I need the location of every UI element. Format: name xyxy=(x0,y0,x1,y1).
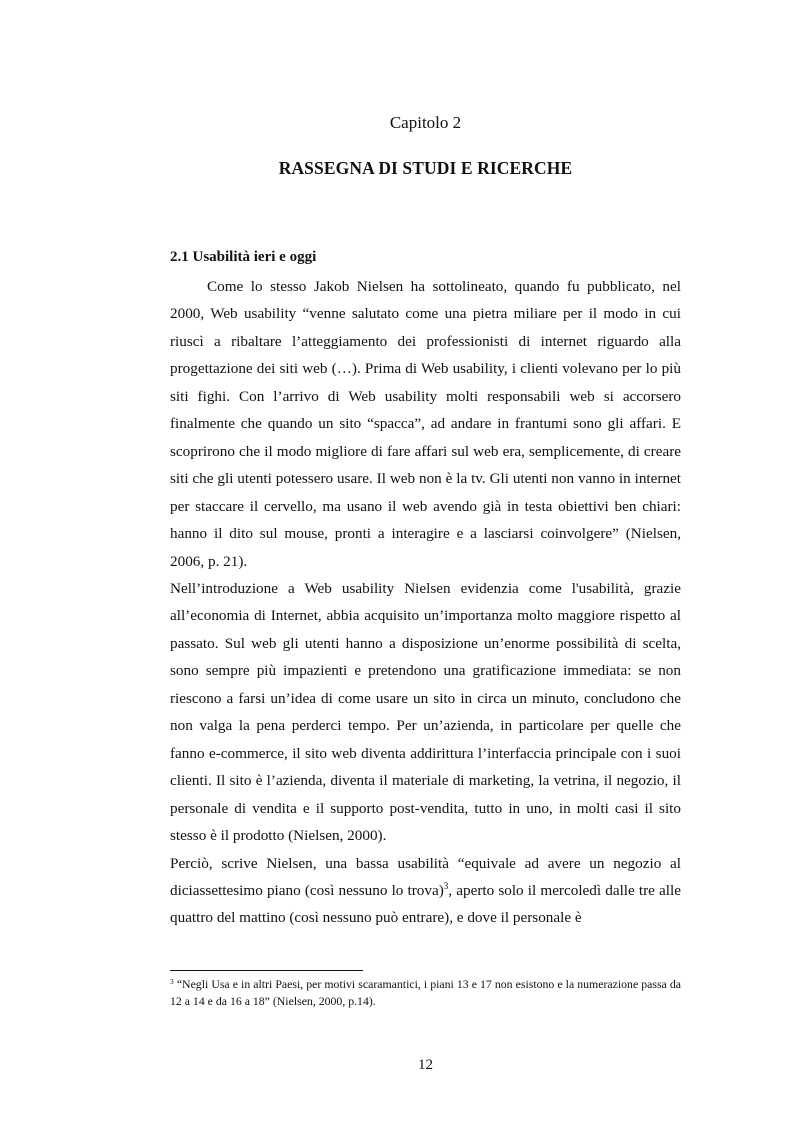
body-text xyxy=(170,273,681,932)
footnote-reference: 3 xyxy=(443,880,449,891)
footnote-number: 3 xyxy=(170,977,174,986)
footnote-text: “Negli Usa e in altri Paesi, per motivi scaramantici, i piani 13 e 17 non esistono e la numerazione passa da 12 a 14 e da 16 a 18” (Nielsen, 2000, p.14). xyxy=(170,977,681,1008)
paragraph-1: Come lo stesso Jakob Nielsen ha sottolineato, quando fu pubblicato, nel 2000, Web usability “venne salutato come una pietra miliare per il modo in cui riuscì a ribaltare l’atteggiamento dei professionisti di internet riguardo alla progettazione dei siti web (…). Prima di Web usability, i clienti volevano per lo più siti fighi. Con l’arrivo di Web usability molti responsabili web si accorsero finalmente che quando un sito “spacca”, ad andare in frantumi sono gli affari. E scoprirono che il modo migliore di fare affari sul web era, semplicemente, di creare siti che gli utenti potessero usare. Il web non è la tv. Gli utenti non vanno in internet per staccare il cervello, ma usano il web avendo già in testa obiettivi ben chiari: hanno il dito sul mouse, pronti a interagire e a lasciarsi coinvolgere” (Nielsen, 2006, p. 21). xyxy=(170,278,681,570)
footnote xyxy=(170,976,681,1009)
paragraph-3-text-a: Perciò, scrive Nielsen, una bassa usabilità “equivale ad avere un negozio al diciassettesimo piano (così nessuno lo trova) xyxy=(170,854,681,899)
chapter-label: Capitolo 2 xyxy=(389,113,462,132)
paragraph-3-text-b: , aperto solo il mercoledì dalle tre alle quattro del mattino (così nessuno può entrare), e dove il personale è xyxy=(170,881,681,927)
section-heading: 2.1 Usabilità ieri e oggi xyxy=(170,249,317,265)
chapter-title: RASSEGNA DI STUDI E RICERCHE xyxy=(278,158,573,178)
footnote-separator xyxy=(170,970,363,971)
paragraph-3 xyxy=(170,850,681,932)
page-number: 12 xyxy=(418,1057,433,1073)
paragraph-2: Nell’introduzione a Web usability Nielsen evidenzia come l'usabilità, grazie all’economia di Internet, abbia acquisito un’importanza molto maggiore rispetto al passato. Sul web gli utenti hanno a disposizione un’enorme possibilità di scelta, sono sempre più impazienti e pretendono una gratificazione immediata: se non riescono a farsi un’idea di come usare un sito in circa un minuto, concludono che non valga la pena perderci tempo. Per un’azienda, in particolare per quelle che fanno e-commerce, il sito web diventa addirittura l’interfaccia principale con i suoi clienti. Il sito è l’azienda, diventa il materiale di marketing, la vetrina, il negozio, il personale di vendita e il supporto post-vendita, tutto in uno, in molti casi il sito stesso è il prodotto (Nielsen, 2000). xyxy=(170,579,681,845)
